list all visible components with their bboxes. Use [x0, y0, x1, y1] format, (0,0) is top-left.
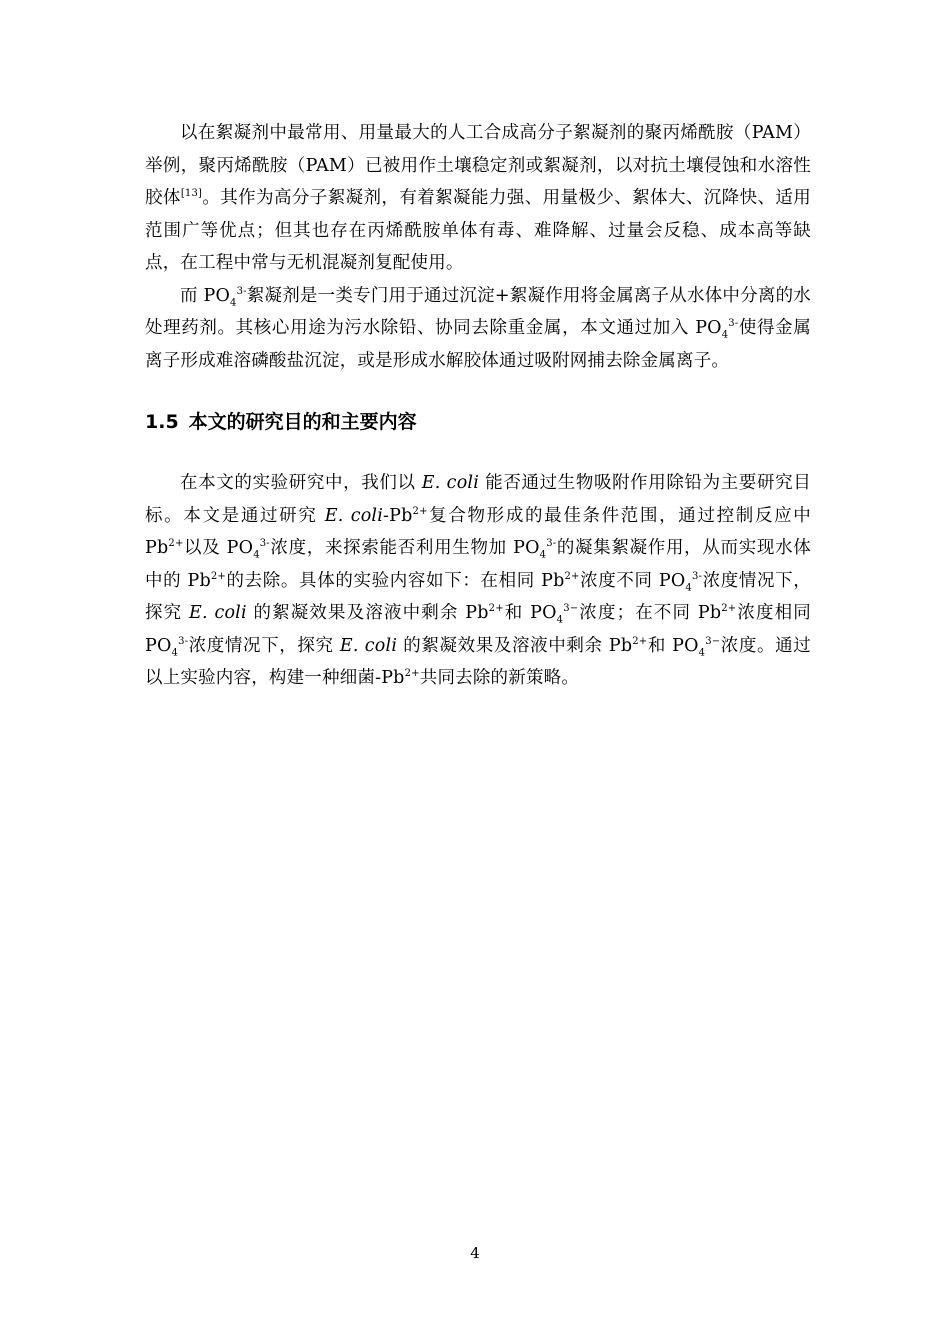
paragraph-research-content — [145, 467, 811, 695]
superscript: 2+ — [721, 603, 737, 615]
text-span: 复合物形成的最佳条件范围，通过控制反应中 Pb — [145, 505, 812, 558]
text-span: 的絮凝效果及溶液中剩余 Pb — [246, 603, 489, 623]
text-span: 。其作为高分子絮凝剂，有着絮凝能力强、用量极少、絮体大、沉降快、适用范围广等优点；但其也存在丙烯酰胺单体有毒、难降解、过量会反稳、成本高等缺点，在工程中常与无机混凝剂复配使用。 — [145, 188, 811, 273]
species-name: E. coli — [421, 473, 480, 493]
superscript: 3- — [178, 635, 189, 647]
text-span: 和 PO — [503, 603, 557, 623]
text-span: 的絮凝效果及溶液中剩余 Pb — [397, 635, 633, 656]
superscript: 2+ — [632, 635, 648, 647]
paragraph-pam — [145, 117, 811, 280]
superscript: 2+ — [488, 603, 504, 615]
text-span: 浓度；在不同 Pb — [578, 603, 722, 623]
text-span: 浓度，来探索能否利用生物加 PO — [269, 538, 540, 558]
text-span: 和 PO — [647, 635, 699, 656]
superscript: 2+ — [412, 505, 428, 517]
subscript: 4 — [698, 647, 706, 658]
superscript: 3- — [691, 570, 703, 582]
section-number: 1.5 — [145, 411, 179, 433]
subscript: 4 — [253, 549, 260, 561]
text-span: 以及 PO — [183, 538, 254, 558]
superscript: 3− — [563, 603, 579, 615]
paragraph-po4-flocculant — [145, 280, 811, 378]
text-span: 絮凝剂是一类专门用于通过沉淀+絮凝作用将金属离子从水体中分离的水处理药剂。其核心用途为污水除铅、协同去除重金属，本文通过加入 PO — [145, 285, 811, 338]
species-name: E. coli — [189, 603, 247, 623]
text-span: 的去除。具体的实验内容如下：在相同 Pb — [226, 570, 565, 591]
species-name: E. coli — [339, 635, 398, 656]
text-span: 浓度不同 PO — [579, 570, 686, 591]
text-span: 的凝集絮凝作用，从而实现水体中的 Pb — [145, 538, 811, 591]
species-name: E. coli — [324, 505, 384, 526]
text-span: -Pb — [383, 505, 413, 526]
superscript: 3− — [705, 635, 721, 647]
text-span: 使得金属离子形成难溶磷酸盐沉淀，或是形成水解胶体通过吸附网捕去除金属离子。 — [145, 318, 811, 371]
page-body — [145, 117, 811, 695]
text-span: 浓度情况下，探究 — [188, 635, 340, 656]
text-span: 而 PO — [180, 285, 231, 306]
text-span: 能否通过生物吸附作用除铅为主要研究目标。本文是通过研究 — [145, 473, 811, 526]
citation-ref: [13] — [180, 188, 203, 200]
superscript: 2+ — [210, 570, 227, 582]
text-span: 浓度。通过以上实验内容，构建一种细菌-Pb — [145, 635, 811, 688]
text-span: 以在絮凝剂中最常用、用量最大的人工合成高分子絮凝剂的聚丙烯酰胺（PAM）举例，聚丙烯酰胺（PAM）已被用作土壤稳定剂或絮凝剂，以对抗土壤侵蚀和水溶性胶体 — [145, 123, 811, 208]
superscript: 2+ — [564, 570, 580, 582]
text-span: 共同去除的新策略。 — [419, 668, 580, 688]
superscript: 3- — [546, 538, 557, 550]
section-title: 本文的研究目的和主要内容 — [188, 411, 417, 433]
text-span: 浓度相同 PO — [145, 603, 811, 656]
superscript: 2+ — [404, 668, 420, 680]
superscript: 3- — [728, 318, 739, 330]
subscript: 4 — [721, 329, 729, 341]
subscript: 4 — [171, 647, 179, 658]
subscript: 4 — [539, 549, 547, 561]
text-span: 在本文的实验研究中，我们以 — [180, 473, 422, 493]
subscript: 4 — [556, 614, 564, 626]
subscript: 4 — [230, 297, 237, 308]
superscript: 2+ — [168, 538, 184, 550]
section-heading — [145, 407, 811, 437]
superscript: 3- — [236, 285, 247, 297]
subscript: 4 — [685, 582, 692, 593]
page-number: 4 — [470, 1244, 480, 1262]
superscript: 3- — [259, 538, 270, 550]
text-span: 浓度情况下，探究 — [145, 570, 811, 623]
